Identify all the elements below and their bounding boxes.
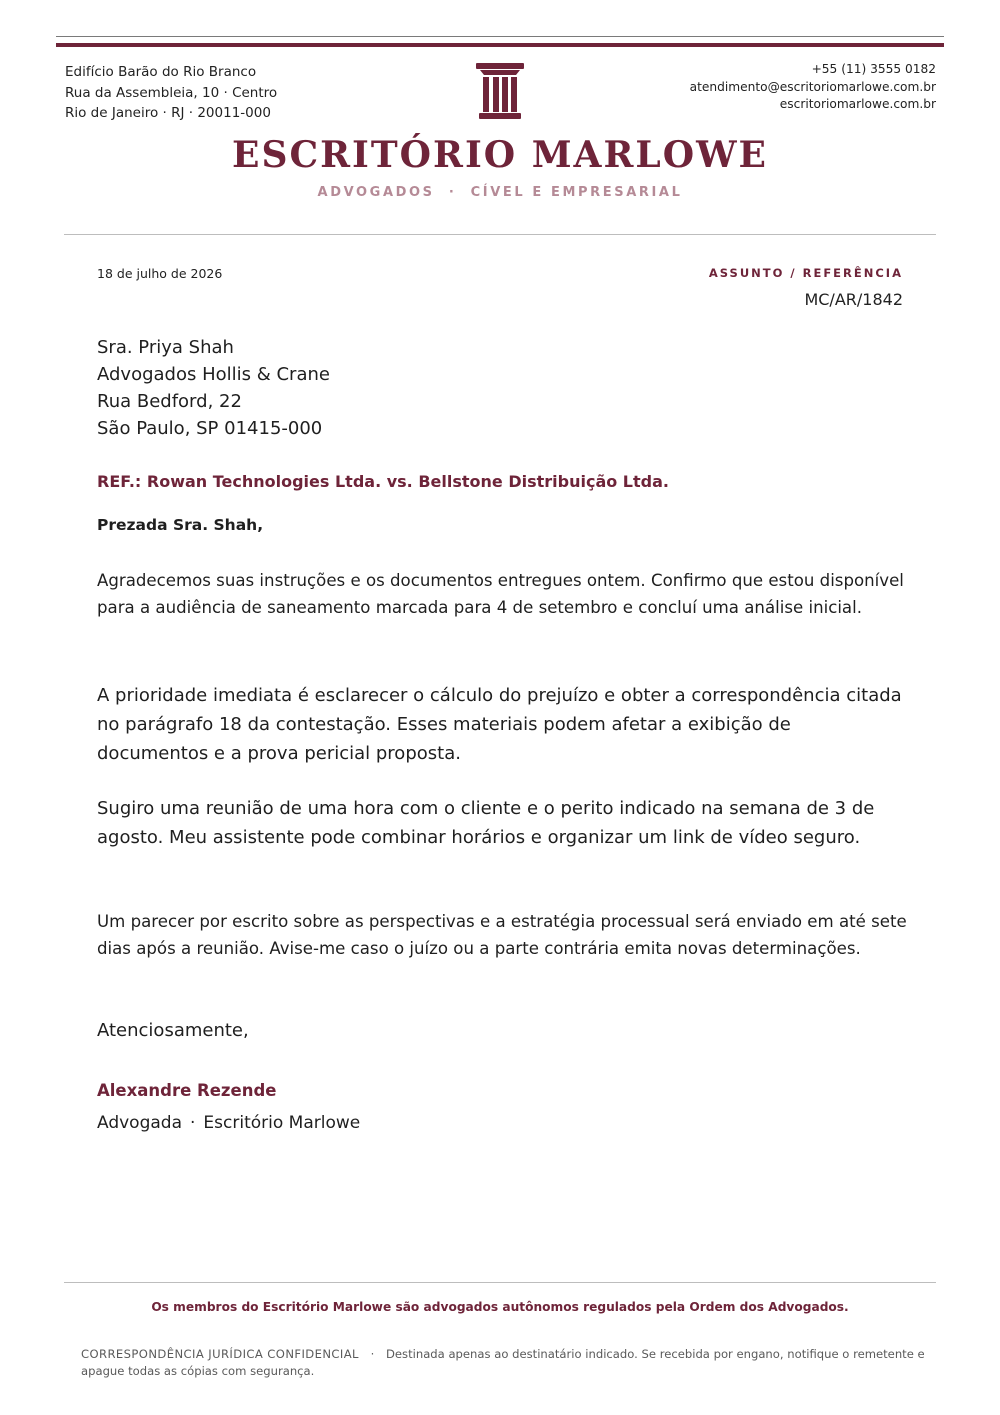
recipient-line: São Paulo, SP 01415-000 [97,418,323,439]
firm-contact [690,61,936,114]
reference-value: MC/AR/1842 [804,290,903,309]
salutation: Prezada Sra. Shah, [97,516,264,534]
separator: · [370,1347,375,1361]
signer-title [97,1113,360,1133]
courthouse-column-icon [474,62,526,120]
body-paragraph: Sugiro uma reunião de uma hora com o cliente e o perito indicado na semana de 3 de agosto. Meu assistente pode combinar horários e organizar um link de vídeo seguro. [97,798,875,848]
recipient-line: Sra. Priya Shah [97,337,234,358]
signer-role: Advogada [97,1113,182,1133]
firm-name: ESCRITÓRIO MARLOWE [232,134,768,176]
recipient-line: Rua Bedford, 22 [97,391,242,412]
footer-divider [64,1282,936,1283]
signer-firm: Escritório Marlowe [203,1113,361,1133]
regulation-notice: Os membros do Escritório Marlowe são advogados autônomos regulados pela Ordem dos Advogados. [151,1300,849,1314]
confidentiality-notice [81,1346,931,1380]
header-rule-thin [56,36,944,37]
header-divider [64,234,936,235]
address-line: Rio de Janeiro · RJ · 20011-000 [65,105,271,122]
body-paragraph: Agradecemos suas instruções e os documentos entregues ontem. Confirmo que estou disponível para a audiência de saneamento marcada para 4 de setembro e concluí uma análise inicial. [97,571,904,617]
confidential-text: Destinada apenas ao destinatário indicado. Se recebida por engano, notifique o remetente e apague todas as cópias com segurança. [81,1347,925,1378]
website: escritoriomarlowe.com.br [779,97,936,111]
separator: · [190,1113,196,1133]
confidential-label: CORRESPONDÊNCIA JURÍDICA CONFIDENCIAL [81,1347,359,1361]
subject-line: REF.: Rowan Technologies Ltda. vs. Bellstone Distribuição Ltda. [97,472,669,491]
letter-date: 18 de julho de 2026 [97,266,223,281]
address-line: Rua da Assembleia, 10 · Centro [65,84,278,101]
header-rule-thick [56,43,944,47]
address-line: Edifício Barão do Rio Branco [65,64,257,80]
phone-number: +55 (11) 3555 0182 [811,62,936,76]
recipient-address [97,334,330,442]
body-paragraph: Um parecer por escrito sobre as perspectivas e a estratégia processual será enviado em até sete dias após a reunião. Avise-me caso o juízo ou a parte contrária emita novas determinações. [97,912,907,958]
body-paragraph: A prioridade imediata é esclarecer o cálculo do prejuízo e obter a correspondência citada no parágrafo 18 da contestação. Esses materiais podem afetar a exibição de documentos e a prova pericial proposta. [97,685,902,764]
firm-tagline: ADVOGADOS · CÍVEL E EMPRESARIAL [317,185,683,200]
email-address: atendimento@escritoriomarlowe.com.br [689,79,936,94]
firm-address [65,62,277,124]
reference-label: ASSUNTO / REFERÊNCIA [708,266,903,280]
recipient-line: Advogados Hollis & Crane [97,364,330,385]
signer-name: Alexandre Rezende [97,1081,277,1100]
closing: Atenciosamente, [97,1020,249,1041]
